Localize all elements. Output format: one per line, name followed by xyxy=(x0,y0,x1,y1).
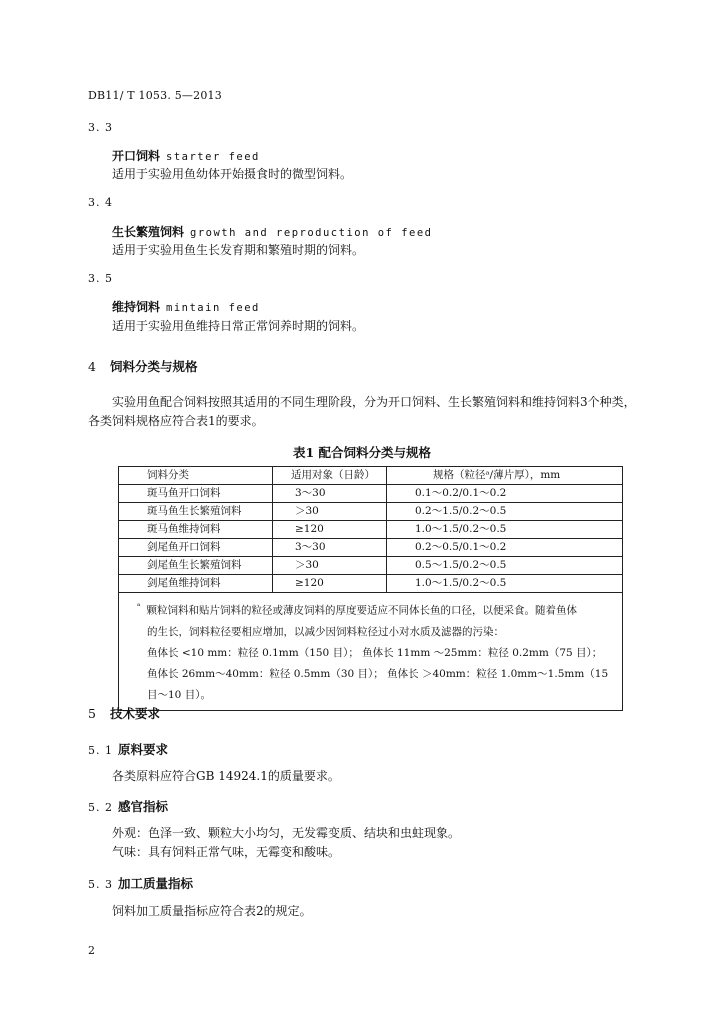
paragraph-line: 饲料加工质量指标应符合表2的规定。 xyxy=(112,904,312,918)
paragraph-line: 实验用鱼配合饲料按照其适用的不同生理阶段，分为开口饲料、生长繁殖饲料和维持饲料3个种类， xyxy=(112,395,636,409)
paragraph-line: 外观：色泽一致、颗粒大小均匀，无发霉变质、结块和虫蛀现象。 xyxy=(112,826,461,840)
table-cell: ＞30 xyxy=(273,503,387,521)
section-heading xyxy=(88,357,198,375)
subsection-heading xyxy=(88,740,168,758)
table-cell: 剑尾鱼开口饲料 xyxy=(119,539,273,557)
footnote-line: 鱼体长 <10 mm：粒径 0.1mm（150 目）； 鱼体长 11mm ～25mm：粒径 0.2mm（75 目）； xyxy=(147,646,603,659)
document-code: DB11/ T 1053. 5—2013 xyxy=(88,89,222,102)
subsection-heading xyxy=(88,797,168,815)
table-caption: 表1 配合饲料分类与规格 xyxy=(292,445,432,460)
table-note-row xyxy=(119,593,623,711)
table-cell: ＞30 xyxy=(273,557,387,575)
table-cell: 3～30 xyxy=(273,539,387,557)
table-cell: 0.5～1.5/0.2～0.5 xyxy=(387,557,623,575)
table-header-cell: 饲料分类 xyxy=(119,467,273,485)
section-number: 5 xyxy=(88,706,96,721)
paragraph-line: 各类原料应符合GB 14924.1的质量要求。 xyxy=(112,769,340,783)
footnote-line xyxy=(137,597,616,622)
table-row xyxy=(119,575,623,593)
table-cell: 斑马鱼生长繁殖饲料 xyxy=(119,503,273,521)
term-heading xyxy=(112,298,260,315)
table-row xyxy=(119,539,623,557)
clause-number: 3. 5 xyxy=(88,272,113,285)
table-cell: 1.0～1.5/0.2～0.5 xyxy=(387,575,623,593)
term-definition: 适用于实验用鱼维持日常正常饲养时期的饲料。 xyxy=(112,319,365,333)
footnote-text: 颗粒饲料和贴片饲料的粒径或薄皮饲料的厚度要适应不同体长鱼的口径，以便采食。随着鱼体 xyxy=(146,604,577,617)
table-cell: 0.2～0.5/0.1～0.2 xyxy=(387,539,623,557)
subsection-number: 5. 1 xyxy=(88,744,113,757)
table-row xyxy=(119,521,623,539)
term-english: growth and reproduction of feed xyxy=(190,227,433,239)
clause-number: 3. 3 xyxy=(88,121,113,134)
table-cell: ≥120 xyxy=(273,521,387,539)
table-cell: 0.2～1.5/0.2～0.5 xyxy=(387,503,623,521)
footnote-line: 鱼体长 26mm～40mm：粒径 0.5mm（30 目）； 鱼体长 ＞40mm：粒径 1.0mm～1.5mm（15 目～10 目）。 xyxy=(147,667,609,701)
term-chinese: 开口饲料 xyxy=(112,149,161,163)
section-title: 技术要求 xyxy=(110,706,161,721)
subsection-title: 感官指标 xyxy=(118,799,169,814)
table-row xyxy=(119,557,623,575)
term-heading xyxy=(112,147,260,164)
table-cell: 0.1～0.2/0.1～0.2 xyxy=(387,485,623,503)
footnote-marker: ᵃ xyxy=(137,602,141,612)
table-cell: 剑尾鱼维持饲料 xyxy=(119,575,273,593)
subsection-number: 5. 3 xyxy=(88,878,113,891)
table-footnote xyxy=(119,593,623,711)
page-number: 2 xyxy=(88,944,95,957)
table-cell: 剑尾鱼生长繁殖饲料 xyxy=(119,557,273,575)
table-cell: 斑马鱼开口饲料 xyxy=(119,485,273,503)
table-header-cell: 适用对象（日龄） xyxy=(273,467,387,485)
term-chinese: 维持饲料 xyxy=(112,300,161,314)
clause-number: 3. 4 xyxy=(88,196,113,209)
term-heading xyxy=(112,223,432,240)
footnote-line: 的生长，饲料粒径要相应增加，以减少因饲料粒径过小对水质及滤器的污染： xyxy=(147,625,504,638)
paragraph-line: 气味：具有饲料正常气味，无霉变和酸味。 xyxy=(112,845,341,859)
term-english: mintain feed xyxy=(166,302,260,314)
table-cell: ≥120 xyxy=(273,575,387,593)
term-chinese: 生长繁殖饲料 xyxy=(112,225,185,239)
table-cell: 1.0～1.5/0.2～0.5 xyxy=(387,521,623,539)
table-row xyxy=(119,485,623,503)
table-header-cell: 规格（粒径ᵃ/薄片厚），mm xyxy=(387,467,623,485)
term-definition: 适用于实验用鱼幼体开始摄食时的微型饲料。 xyxy=(112,167,353,181)
table-header-row xyxy=(119,467,623,485)
table-cell: 3～30 xyxy=(273,485,387,503)
paragraph-line: 各类饲料规格应符合表1的要求。 xyxy=(88,414,264,428)
section-heading xyxy=(88,704,160,722)
table-cell: 斑马鱼维持饲料 xyxy=(119,521,273,539)
subsection-title: 原料要求 xyxy=(118,742,169,757)
subsection-number: 5. 2 xyxy=(88,801,113,814)
section-title: 饲料分类与规格 xyxy=(110,359,198,374)
subsection-title: 加工质量指标 xyxy=(118,876,194,891)
table-row xyxy=(119,503,623,521)
term-english: starter feed xyxy=(166,151,260,163)
section-number: 4 xyxy=(88,359,96,374)
term-definition: 适用于实验用鱼生长发育期和繁殖时期的饲料。 xyxy=(112,243,365,257)
subsection-heading xyxy=(88,874,193,892)
spec-table xyxy=(118,466,623,711)
